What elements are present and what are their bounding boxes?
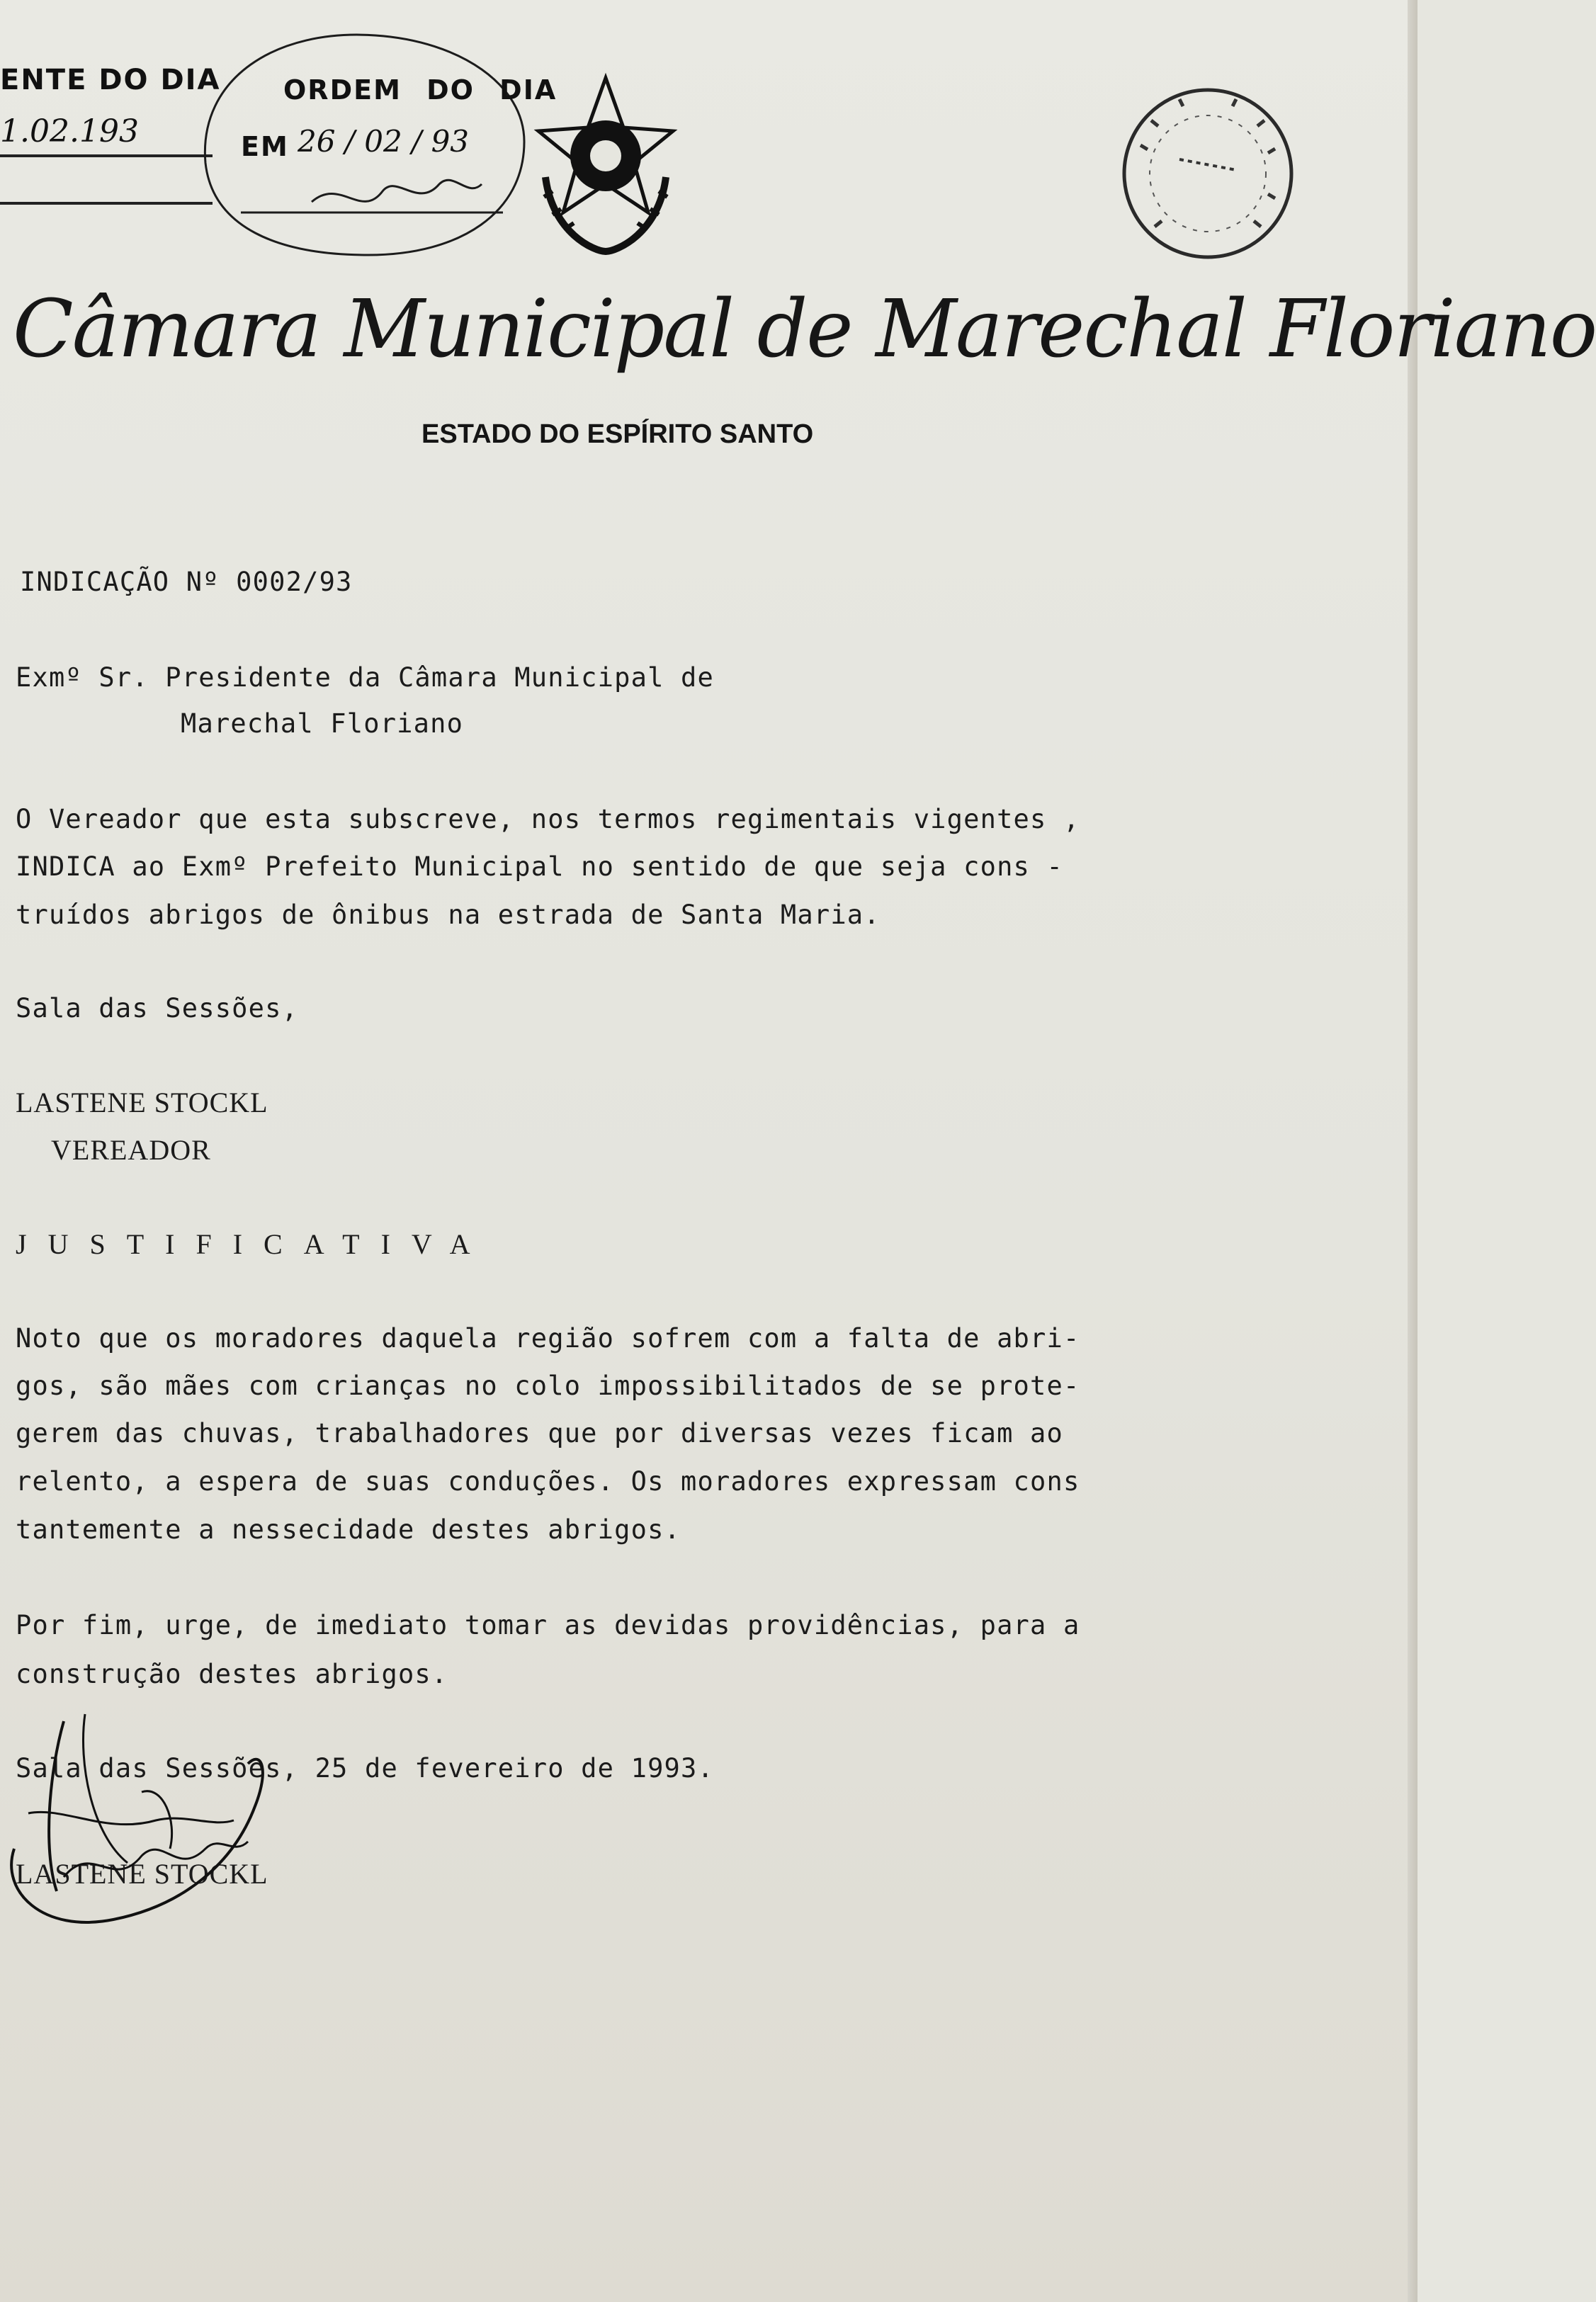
salutation-line-2: Marechal Floriano <box>181 708 464 739</box>
ordem-stamp-label: ORDEM DO DIA <box>283 74 558 106</box>
sala-das-sessoes-date: Sala das Sessões, 25 de fevereiro de 1993. <box>16 1753 714 1784</box>
closing-line-2: construção destes abrigos. <box>16 1659 448 1689</box>
coat-of-arms-icon <box>524 71 687 262</box>
closing-line-1: Por fim, urge, de imediato tomar as devidas providências, para a <box>16 1610 1080 1640</box>
justification-line-2: gos, são mães com crianças no colo impossibilitados de se prote- <box>16 1371 1080 1401</box>
justification-line-1: Noto que os moradores daquela região sofrem com a falta de abri- <box>16 1323 1080 1354</box>
round-seal <box>1112 78 1303 269</box>
stamp-label: ENTE DO DIA <box>0 64 221 96</box>
justification-heading: JUSTIFICATIVA <box>16 1228 492 1260</box>
signer-name-final: LASTENE STOCKL <box>16 1858 268 1890</box>
ordem-stamp-em: EM <box>241 131 289 162</box>
handwritten-signature <box>0 1707 298 1941</box>
salutation-line-1: Exmº Sr. Presidente da Câmara Municipal de <box>16 662 714 693</box>
signer-role: VEREADOR <box>51 1134 211 1166</box>
body-line-3: truídos abrigos de ônibus na estrada de Santa Maria. <box>16 900 881 930</box>
justification-line-5: tantemente a nessecidade destes abrigos. <box>16 1514 681 1545</box>
justification-line-4: relento, a espera de suas conduções. Os moradores expressam cons <box>16 1466 1080 1497</box>
stamp-date-handwritten: 1.02.193 <box>0 113 139 149</box>
sala-das-sessoes: Sala das Sessões, <box>16 993 299 1024</box>
signer-name: LASTENE STOCKL <box>16 1087 268 1118</box>
justification-line-3: gerem das chuvas, trabalhadores que por diversas vezes ficam ao <box>16 1418 1063 1448</box>
body-line-1: O Vereador que esta subscreve, nos termos regimentais vigentes , <box>16 804 1080 834</box>
stamp-rule <box>0 202 213 205</box>
document-number: INDICAÇÃO Nº 0002/93 <box>20 567 353 597</box>
stamp-rule <box>0 154 213 157</box>
letterhead-title: Câmara Municipal de Marechal Floriano <box>13 283 1596 375</box>
ordem-stamp-date: 26 / 02 / 93 <box>298 124 470 159</box>
body-line-2: INDICA ao Exmº Prefeito Municipal no sentido de que seja cons - <box>16 851 1063 882</box>
letterhead-subtitle: ESTADO DO ESPÍRITO SANTO <box>421 419 814 449</box>
